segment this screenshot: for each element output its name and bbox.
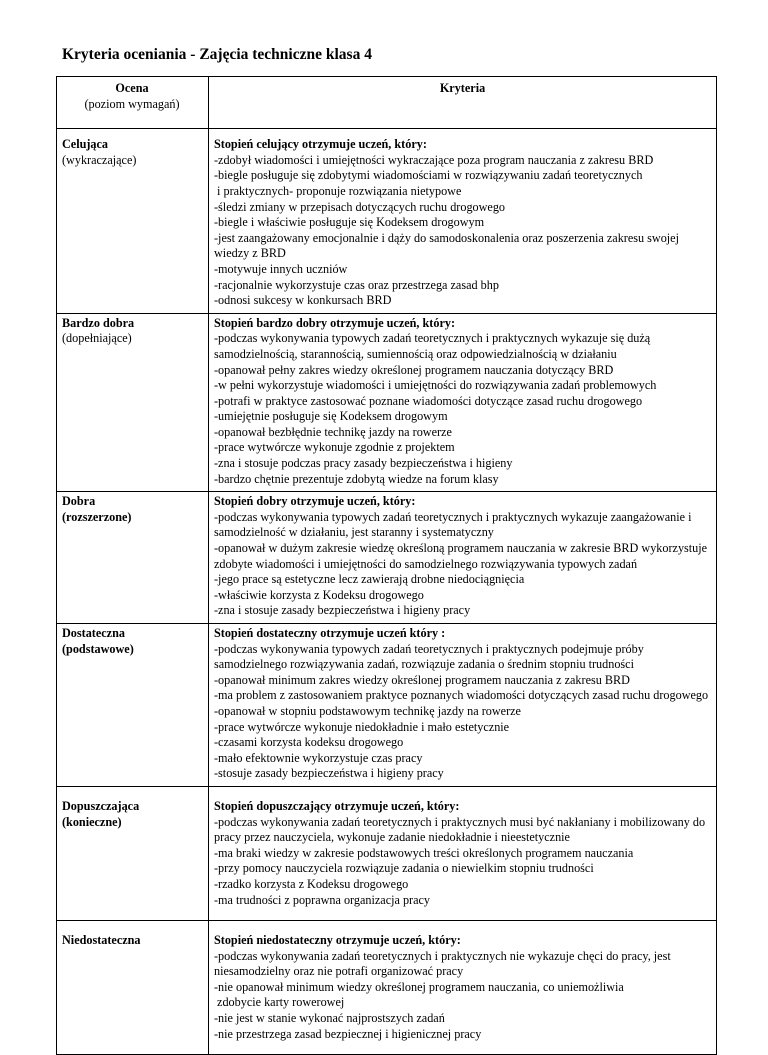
grade-row <box>57 624 717 787</box>
grade-name: Niedostateczna <box>62 933 141 948</box>
grade-name: Dobra <box>62 494 96 509</box>
grade-cell <box>57 313 209 492</box>
grade-cell <box>57 786 209 920</box>
criteria-item: -prace wytwórcze wykonuje zgodnie z projektem <box>214 440 455 455</box>
criteria-item: -nie jest w stanie wykonać najprostszych zadań <box>214 1011 445 1026</box>
criteria-item: -odnosi sukcesy w konkursach BRD <box>214 293 392 308</box>
criteria-heading: Stopień dobry otrzymuje uczeń, który: <box>214 494 416 509</box>
grade-row <box>57 492 717 624</box>
criteria-item: -opanował minimum zakres wiedzy określonej programem nauczania z zakresu BRD <box>214 672 630 687</box>
grade-cell <box>57 129 209 314</box>
criteria-item: -ma braki wiedzy w zakresie podstawowych treści określonych programem nauczania <box>214 845 634 860</box>
criteria-item: -ma trudności z poprawna organizacja pracy <box>214 892 431 907</box>
criteria-item: -w pełni wykorzystuje wiadomości i umiejętności do rozwiązywania zadań problemowych <box>214 378 657 393</box>
grade-cell <box>57 624 209 787</box>
criteria-item: -czasami korzysta kodeksu drogowego <box>214 735 404 750</box>
criteria-item: -mało efektownie wykorzystuje czas pracy <box>214 750 423 765</box>
grade-level: (podstawowe) <box>62 641 134 656</box>
criteria-table <box>56 76 717 1055</box>
criteria-item: -biegle i właściwie posługuje się Kodeksem drogowym <box>214 215 485 230</box>
criteria-item: -potrafi w praktyce zastosować poznane wiadomości dotyczące zasad ruchu drogowego <box>214 393 643 408</box>
criteria-cell <box>209 492 717 624</box>
header-criteria-cell <box>209 77 717 129</box>
criteria-item: -opanował pełny zakres wiedzy określonej programem nauczania dotyczący BRD <box>214 362 614 377</box>
grade-name: Dopuszczająca <box>62 798 140 813</box>
criteria-cell <box>209 624 717 787</box>
criteria-item: -jest zaangażowany emocjonalnie i dąży do samodoskonalenia oraz poszerzenia zakresu swojej wiedzy z BRD <box>214 230 683 261</box>
grade-level: (dopełniające) <box>62 331 132 346</box>
criteria-item: -racjonalnie wykorzystuje czas oraz przestrzega zasad bhp <box>214 277 499 292</box>
criteria-item: -jego prace są estetyczne lecz zawierają drobne niedociągnięcia <box>214 572 525 587</box>
criteria-heading: Stopień dostateczny otrzymuje uczeń który : <box>214 626 446 640</box>
grade-name: Celująca <box>62 137 109 152</box>
criteria-item: -śledzi zmiany w przepisach dotyczących ruchu drogowego <box>214 199 506 214</box>
grade-cell <box>57 921 209 1055</box>
grade-level: (wykraczające) <box>62 152 137 167</box>
criteria-item: -opanował w stopniu podstawowym technikę jazdy na rowerze <box>214 703 521 718</box>
criteria-item: -umiejętnie posługuje się Kodeksem drogowym <box>214 409 448 424</box>
criteria-item: -stosuje zasady bezpieczeństwa i higieny pracy <box>214 766 444 781</box>
criteria-item: -zna i stosuje zasady bezpieczeństwa i higieny pracy <box>214 603 471 618</box>
criteria-item: -prace wytwórcze wykonuje niedokładnie i mało estetycznie <box>214 719 510 734</box>
criteria-item: -biegle posługuje się zdobytymi wiadomościami w rozwiązywaniu zadań teoretycznych <box>214 168 643 183</box>
criteria-item: -zna i stosuje podczas pracy zasady bezpieczeństwa i higieny <box>214 456 513 471</box>
table-header-row <box>57 77 717 129</box>
criteria-item: -ma problem z zastosowaniem praktyce poznanych wiadomości dotyczących zasad ruchu drogowego <box>214 688 709 703</box>
criteria-heading: Stopień bardzo dobry otrzymuje uczeń, który: <box>214 315 456 330</box>
header-grade-cell <box>57 77 209 129</box>
grade-level: (rozszerzone) <box>62 509 132 524</box>
criteria-item: -właściwie korzysta z Kodeksu drogowego <box>214 587 424 602</box>
criteria-item: -nie opanował minimum wiedzy określonej programem nauczania, co uniemożliwia <box>214 979 624 994</box>
criteria-item: zdobycie karty rowerowej <box>214 995 345 1010</box>
grade-row <box>57 313 717 492</box>
header-level-label: (poziom wymagań) <box>84 96 180 111</box>
criteria-heading: Stopień dopuszczający otrzymuje uczeń, który: <box>214 798 460 813</box>
criteria-item: -bardzo chętnie prezentuje zdobytą wiedze na forum klasy <box>214 471 499 486</box>
criteria-item: -podczas wykonywania zadań teoretycznych i praktycznych nie wykazuje chęci do pracy, jest niesamodzielny oraz nie potrafi organizować pracy <box>214 948 674 979</box>
criteria-item: -motywuje innych uczniów <box>214 261 348 276</box>
grade-name: Bardzo dobra <box>62 315 135 330</box>
criteria-item: -zdobył wiadomości i umiejętności wykraczające poza program nauczania z zakresu BRD <box>214 152 654 167</box>
criteria-cell <box>209 313 717 492</box>
criteria-item: -przy pomocy nauczyciela rozwiązuje zadania o niewielkim stopniu trudności <box>214 861 594 876</box>
criteria-item: -podczas wykonywania zadań teoretycznych i praktycznych musi być nakłaniany i mobilizowany do pracy przez nauczyciela, wykonuje zadanie niedokładnie i nieestetycznie <box>214 814 709 845</box>
document-title: Kryteria oceniania - Zajęcia techniczne klasa 4 <box>62 46 372 63</box>
criteria-item: -opanował w dużym zakresie wiedzę określoną programem nauczania w zakresie BRD wykorzystuje zdobyte wiadomości i umiejętności do samodzielnego rozwiązywania typowych zadań <box>214 541 711 571</box>
header-grade-label: Ocena <box>115 81 149 95</box>
criteria-item: -podczas wykonywania typowych zadań teoretycznych i praktycznych wykazuje się dużą samodzielnością, starannością, sumiennością oraz odpowiedzialnością w działaniu <box>214 331 654 361</box>
criteria-heading: Stopień celujący otrzymuje uczeń, który: <box>214 137 427 152</box>
grade-cell <box>57 492 209 624</box>
criteria-heading: Stopień niedostateczny otrzymuje uczeń, który: <box>214 933 461 948</box>
grade-row <box>57 921 717 1055</box>
grade-level: (konieczne) <box>62 814 122 829</box>
criteria-item: -opanował bezbłędnie technikę jazdy na rowerze <box>214 424 452 439</box>
criteria-cell <box>209 129 717 314</box>
grade-row <box>57 129 717 314</box>
criteria-item: -podczas wykonywania typowych zadań teoretycznych i praktycznych podejmuje próby samodzielnego rozwiązywania zadań, rozwiązuje zadania o średnim stopniu trudności <box>214 641 647 672</box>
criteria-item: i praktycznych- proponuje rozwiązania nietypowe <box>214 183 462 198</box>
grade-name: Dostateczna <box>62 626 125 640</box>
criteria-item: -nie przestrzega zasad bezpiecznej i higienicznej pracy <box>214 1026 482 1041</box>
criteria-cell <box>209 921 717 1055</box>
criteria-item: -podczas wykonywania typowych zadań teoretycznych i praktycznych wykazuje zaangażowanie i samodzielność w działaniu, jest staranny i systematyczny <box>214 509 695 540</box>
header-criteria-label: Kryteria <box>439 81 486 95</box>
criteria-cell <box>209 786 717 920</box>
grade-row <box>57 786 717 920</box>
criteria-item: -rzadko korzysta z Kodeksu drogowego <box>214 876 409 891</box>
